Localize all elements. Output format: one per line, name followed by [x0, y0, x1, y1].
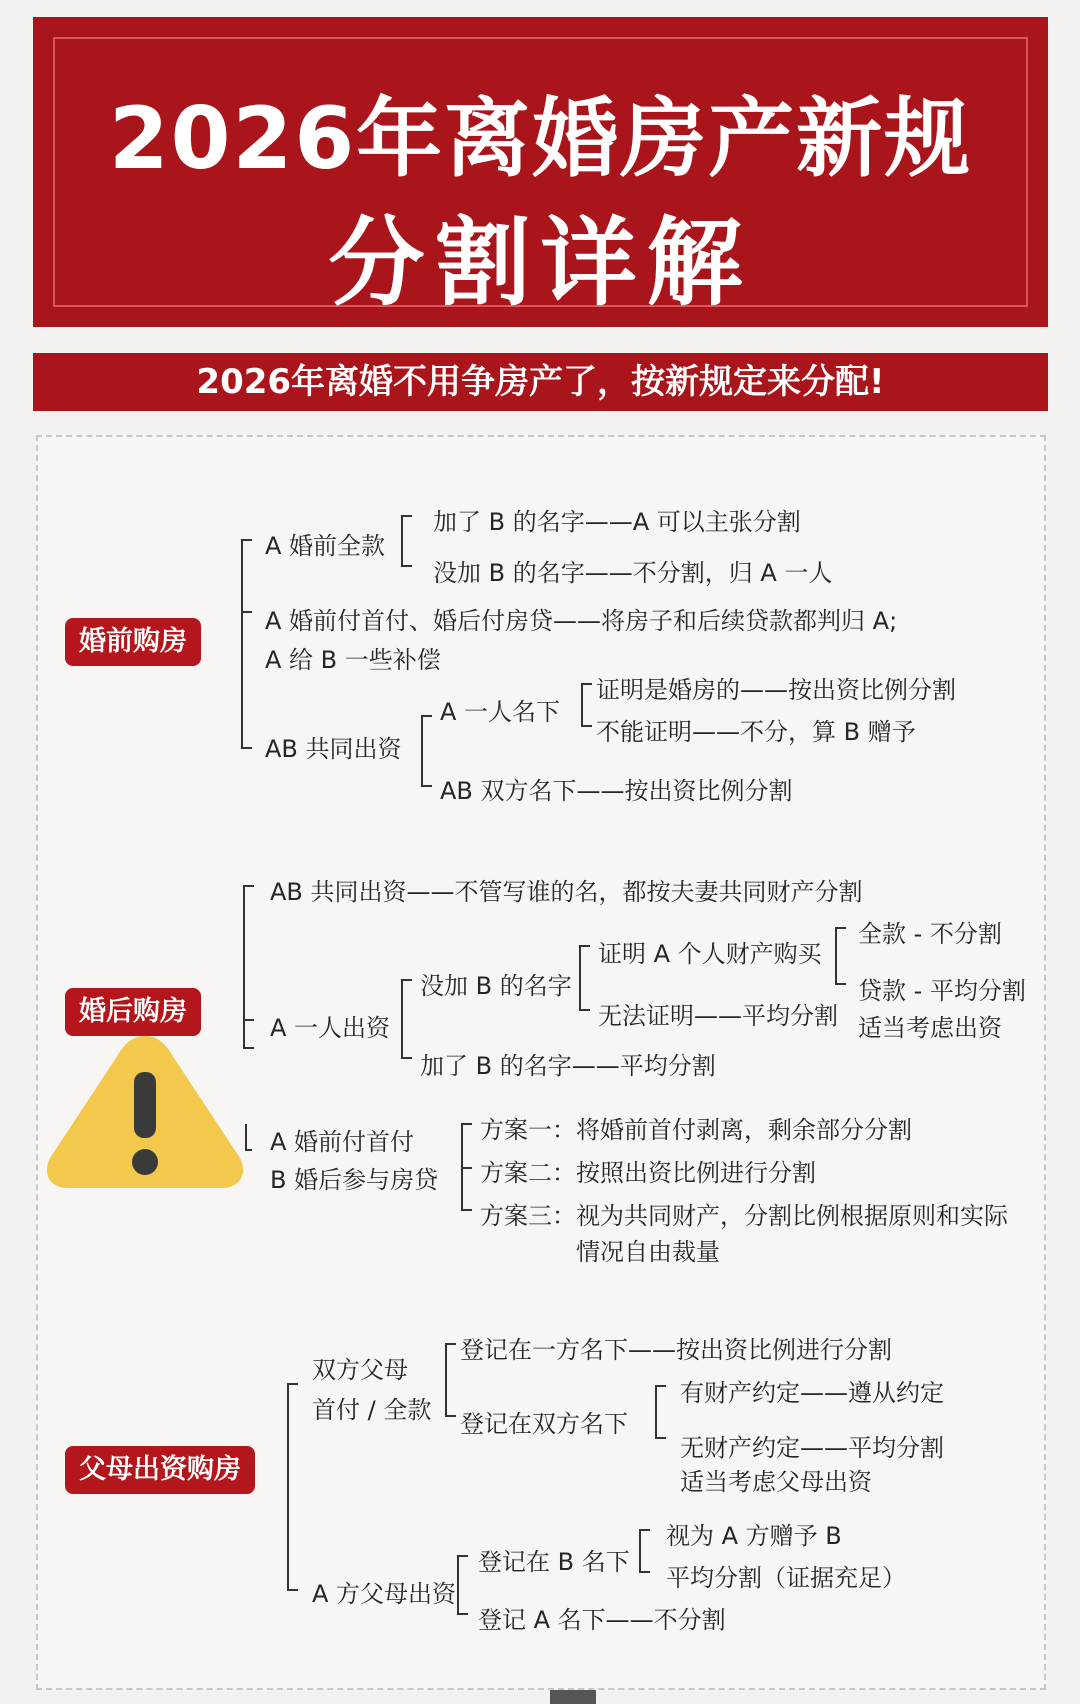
bottom-indicator	[550, 1690, 596, 1704]
node-a-parents: A 方父母出资	[312, 1580, 457, 1608]
node-plan2: 方案二：按照出资比例进行分割	[480, 1159, 816, 1187]
node-plan3-line2: 情况自由裁量	[576, 1238, 720, 1266]
node-loan: 贷款 - 平均分割	[858, 977, 1026, 1005]
node-post-ab-joint: AB 共同出资——不管写谁的名，都按夫妻共同财产分割	[270, 878, 863, 906]
node-gift-b: 视为 A 方赠予 B	[666, 1522, 842, 1550]
node-ab-both-name: AB 双方名下——按出资比例分割	[440, 777, 793, 805]
node-reg-a: 登记 A 名下——不分割	[478, 1606, 726, 1634]
node-full-pay: 全款 - 不分割	[858, 920, 1002, 948]
node-both-parents-line1: 双方父母	[312, 1356, 408, 1384]
node-ab-joint: AB 共同出资	[265, 735, 402, 763]
node-not-added: 没加 B 的名字	[420, 972, 572, 1000]
tag-postnuptial: 婚后购房	[65, 988, 201, 1036]
warning-icon	[40, 1028, 250, 1193]
node-a-full: A 婚前全款	[265, 532, 386, 560]
node-a-predown-line2: B 婚后参与房贷	[270, 1166, 439, 1194]
node-a-down-line2: A 给 B 一些补偿	[265, 646, 441, 674]
node-cannot-prove: 不能证明——不分，算 B 赠予	[596, 718, 916, 746]
node-one-side: 登记在一方名下——按出资比例进行分割	[460, 1336, 892, 1364]
node-reg-b: 登记在 B 名下	[478, 1548, 630, 1576]
node-a-name: A 一人名下	[440, 698, 561, 726]
page-title-line2: 分割详解	[328, 207, 753, 319]
subtitle-bar: 2026年离婚不用争房产了，按新规定来分配!	[33, 353, 1048, 411]
node-both-parents-line2: 首付 / 全款	[312, 1396, 432, 1424]
node-plan3-line1: 方案三：视为共同财产，分割比例根据原则和实际	[480, 1202, 1008, 1230]
page-title-line1: 2026年离婚房产新规	[108, 89, 973, 189]
node-a-full-not-added: 没加 B 的名字——不分割，归 A 一人	[433, 559, 833, 587]
node-added: 加了 B 的名字——平均分割	[420, 1052, 716, 1080]
node-consider-parents: 适当考虑父母出资	[680, 1468, 872, 1496]
tag-parents: 父母出资购房	[65, 1446, 255, 1494]
node-a-alone: A 一人出资	[270, 1014, 391, 1042]
node-plan1: 方案一：将婚前首付剥离，剩余部分分割	[480, 1116, 912, 1144]
tag-prenuptial: 婚前购房	[65, 618, 201, 666]
node-a-predown-line1: A 婚前付首付	[270, 1128, 415, 1156]
node-agreement: 有财产约定——遵从约定	[680, 1379, 944, 1407]
node-prove-marital: 证明是婚房的——按出资比例分割	[596, 676, 956, 704]
node-consider: 适当考虑出资	[858, 1014, 1002, 1042]
bracket-postnuptial	[244, 886, 254, 1048]
node-post-cannot-prove: 无法证明——平均分割	[598, 1002, 838, 1030]
node-both-sides: 登记在双方名下	[460, 1410, 628, 1438]
node-a-down-line1: A 婚前付首付、婚后付房贷——将房子和后续贷款都判归 A;	[265, 607, 898, 635]
node-a-full-added: 加了 B 的名字——A 可以主张分割	[433, 508, 801, 536]
bracket-prenuptial	[242, 540, 252, 748]
node-split-evidence: 平均分割（证据充足）	[666, 1564, 906, 1592]
node-prove-personal: 证明 A 个人财产购买	[598, 940, 822, 968]
bracket-parents	[288, 1384, 298, 1590]
node-no-agreement: 无财产约定——平均分割	[680, 1434, 944, 1462]
